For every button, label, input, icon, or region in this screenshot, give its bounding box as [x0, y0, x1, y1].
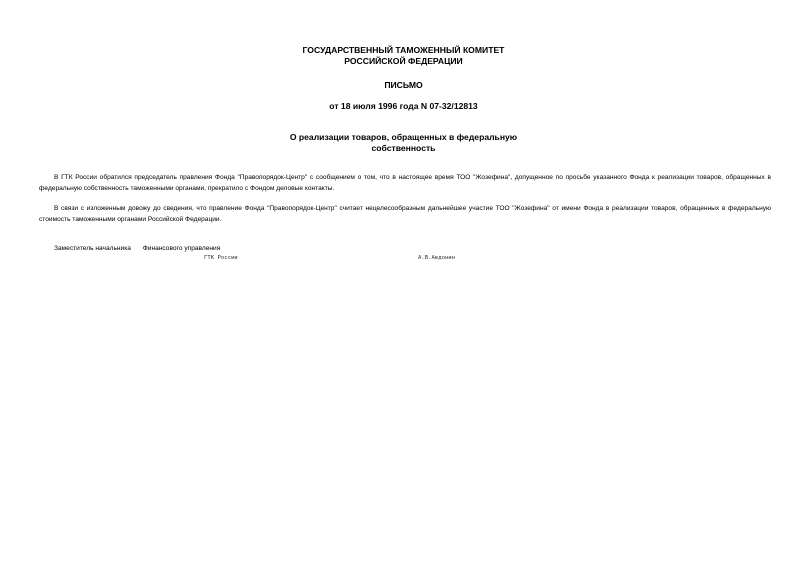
- signatory-department: Финансового управления: [142, 245, 221, 252]
- organization-name-line1: ГОСУДАРСТВЕННЫЙ ТАМОЖЕННЫЙ КОМИТЕТ: [302, 45, 505, 55]
- document-subject: [0, 132, 807, 154]
- document-type: ПИСЬМО: [384, 80, 423, 90]
- subject-line1: О реализации товаров, обращенных в федеральную: [289, 132, 518, 142]
- body-paragraph-1: В ГТК России обратился председатель правления Фонда "Правопорядок-Центр" с сообщением о том, что в настоящее время ТОО "Жозефина", допущенное по просьбе указанного Фонда к реализации товаров, обращенных в федеральную собственность таможенными органами, прекратило с Фондом деловые контакты.: [39, 174, 771, 192]
- signature-line: [54, 245, 220, 252]
- signatory-name: А.В.Авдонин: [418, 255, 456, 261]
- signatory-position: Заместитель начальника: [54, 245, 131, 252]
- subject-line2: собственность: [371, 143, 436, 153]
- signatory-organization: ГТК России: [204, 255, 238, 261]
- document-header: [0, 45, 807, 67]
- document-date-number: от 18 июля 1996 года N 07-32/12813: [329, 101, 478, 111]
- body-paragraph-2: В связи с изложенным довожу до сведения, что правление Фонда "Правопорядок-Центр" считает нецелесообразным дальнейшее участие ТОО "Жозефина" от имени Фонда в реализации товаров, обращенных в федеральную стоимость таможенными органами Российской Федерации.: [39, 205, 771, 223]
- organization-name-line2: РОССИЙСКОЙ ФЕДЕРАЦИИ: [344, 56, 463, 66]
